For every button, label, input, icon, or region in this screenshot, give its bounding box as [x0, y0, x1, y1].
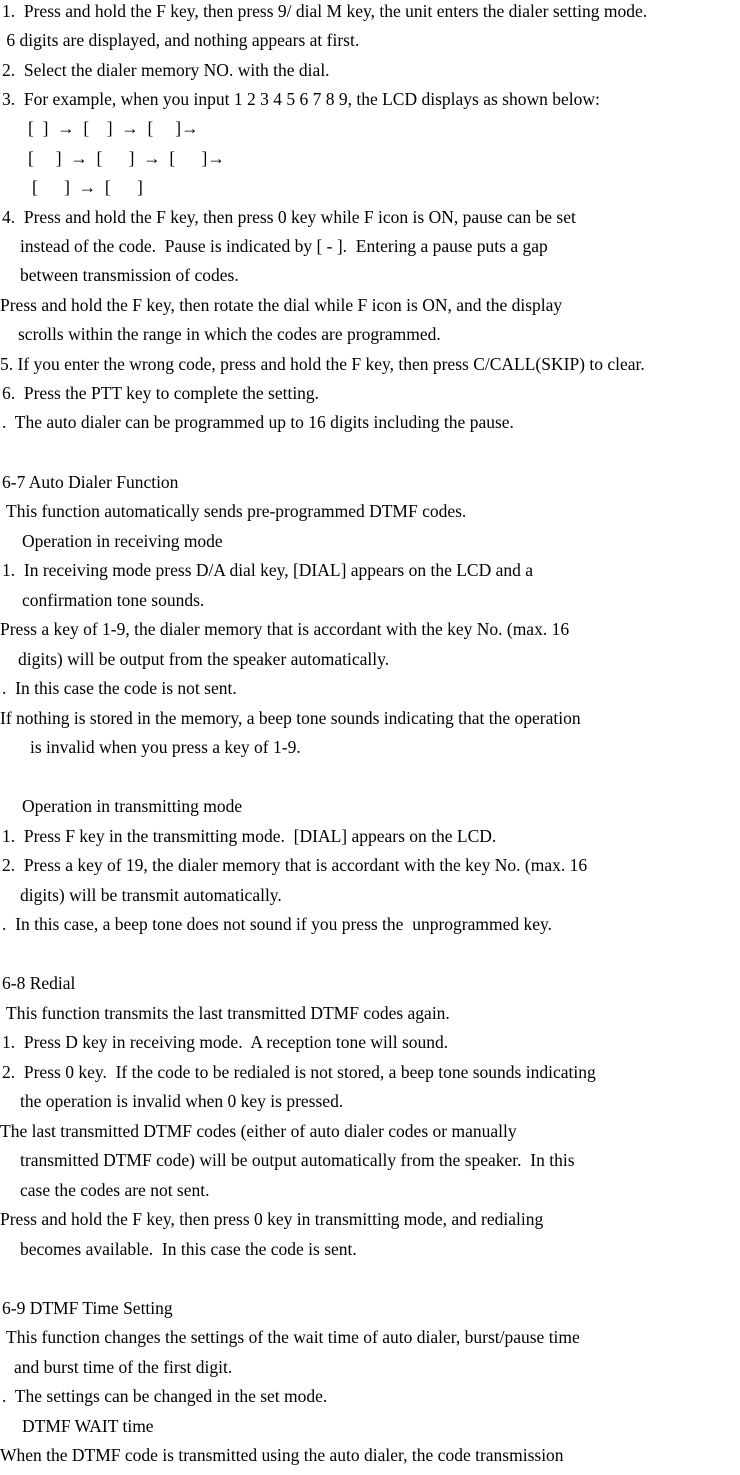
lcd-display-sequence: [ ] → [ ] → [ ]→: [28, 118, 199, 138]
text-line: and burst time of the first digit.: [14, 1357, 233, 1377]
subsection-heading: DTMF WAIT time: [22, 1416, 154, 1436]
text-line: transmitted DTMF code) will be output automatically from the speaker. In this: [20, 1150, 575, 1170]
subsection-heading: Operation in receiving mode: [22, 531, 223, 551]
text-line: the operation is invalid when 0 key is pressed.: [20, 1091, 344, 1111]
text-line: 1. Press and hold the F key, then press 9/ dial M key, the unit enters the dialer setting mode.: [2, 1, 648, 21]
text-line: . The settings can be changed in the set mode.: [2, 1386, 328, 1406]
text-line: Press a key of 1-9, the dialer memory that is accordant with the key No. (max. 16: [0, 619, 570, 639]
text-line: When the DTMF code is transmitted using the auto dialer, the code transmission: [0, 1445, 564, 1465]
text-line: This function changes the settings of the wait time of auto dialer, burst/pause time: [2, 1327, 580, 1347]
lcd-display-sequence: [ ] → [ ]: [32, 177, 143, 197]
section-heading: 6-7 Auto Dialer Function: [2, 472, 179, 492]
text-line: The last transmitted DTMF codes (either of auto dialer codes or manually: [0, 1121, 517, 1141]
text-line: instead of the code. Pause is indicated by [ - ]. Entering a pause puts a gap: [20, 236, 548, 256]
text-line: between transmission of codes.: [20, 265, 239, 285]
text-line: 4. Press and hold the F key, then press 0 key while F icon is ON, pause can be set: [2, 207, 576, 227]
text-line: 2. Press a key of 19, the dialer memory that is accordant with the key No. (max. 16: [2, 855, 588, 875]
text-line: 1. In receiving mode press D/A dial key, [DIAL] appears on the LCD and a: [2, 560, 533, 580]
text-line: case the codes are not sent.: [20, 1180, 210, 1200]
section-heading: 6-8 Redial: [2, 973, 76, 993]
text-line: digits) will be output from the speaker automatically.: [18, 649, 390, 669]
text-line: This function transmits the last transmitted DTMF codes again.: [2, 1003, 450, 1023]
lcd-display-sequence: [ ] → [ ] → [ ]→: [28, 148, 225, 168]
text-line: . In this case the code is not sent.: [2, 678, 237, 698]
subsection-heading: Operation in transmitting mode: [22, 796, 243, 816]
section-heading: 6-9 DTMF Time Setting: [2, 1298, 173, 1318]
text-line: . In this case, a beep tone does not sound if you press the unprogrammed key.: [2, 914, 552, 934]
text-line: scrolls within the range in which the codes are programmed.: [18, 324, 441, 344]
text-line: 5. If you enter the wrong code, press and hold the F key, then press C/CALL(SKIP) to clear.: [0, 354, 645, 374]
text-line: 3. For example, when you input 1 2 3 4 5 6 7 8 9, the LCD displays as shown below:: [2, 89, 600, 109]
text-line: 6 digits are displayed, and nothing appears at first.: [2, 30, 360, 50]
text-line: . The auto dialer can be programmed up to 16 digits including the pause.: [2, 412, 514, 432]
text-line: 1. Press F key in the transmitting mode. [DIAL] appears on the LCD.: [2, 826, 497, 846]
text-line: 6. Press the PTT key to complete the setting.: [2, 383, 320, 403]
text-line: becomes available. In this case the code is sent.: [20, 1239, 357, 1259]
text-line: If nothing is stored in the memory, a beep tone sounds indicating that the operation: [0, 708, 581, 728]
text-line: 2. Press 0 key. If the code to be redialed is not stored, a beep tone sounds indicating: [2, 1062, 596, 1082]
text-line: Press and hold the F key, then press 0 key in transmitting mode, and redialing: [0, 1209, 544, 1229]
text-line: Press and hold the F key, then rotate the dial while F icon is ON, and the display: [0, 295, 563, 315]
text-line: This function automatically sends pre-programmed DTMF codes.: [2, 501, 467, 521]
text-line: 2. Select the dialer memory NO. with the dial.: [2, 60, 330, 80]
text-line: is invalid when you press a key of 1-9.: [30, 737, 301, 757]
text-line: confirmation tone sounds.: [22, 590, 205, 610]
text-line: 1. Press D key in receiving mode. A reception tone will sound.: [2, 1032, 449, 1052]
text-line: digits) will be transmit automatically.: [20, 885, 282, 905]
